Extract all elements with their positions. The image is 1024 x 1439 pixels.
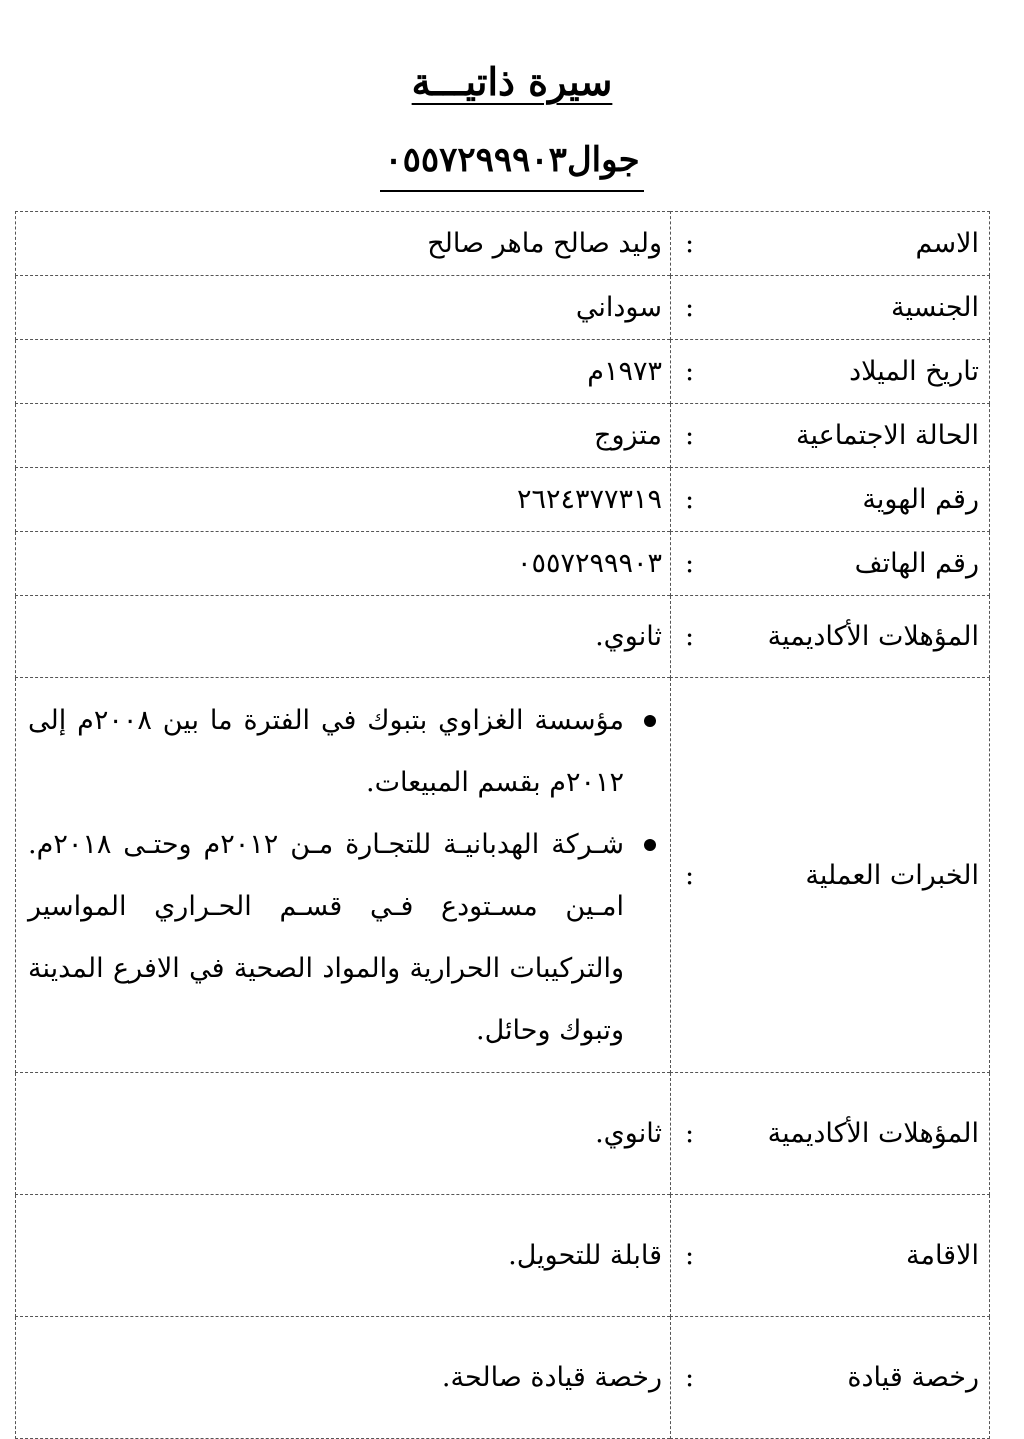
value-cell [16, 404, 671, 468]
colon: : [685, 548, 695, 579]
label-cell [671, 212, 990, 276]
row-nationality [16, 276, 990, 340]
row-value-residence: قابلة للتحويل. [508, 1240, 662, 1271]
mobile-header-underline [380, 132, 643, 192]
value-cell [16, 1317, 671, 1439]
experience-item [28, 814, 662, 1062]
colon: : [685, 292, 695, 323]
row-label-phone: رقم الهاتف [854, 548, 979, 579]
bullet-icon [644, 715, 656, 727]
colon: : [685, 859, 695, 891]
row-id-number [16, 468, 990, 532]
document-title [0, 52, 1024, 112]
mobile-header [0, 132, 1024, 192]
label-cell [671, 1195, 990, 1317]
bullet-icon [644, 839, 656, 851]
experience-item [28, 690, 662, 814]
mobile-label: جوال [566, 140, 640, 180]
label-cell [671, 596, 990, 678]
value-cell [16, 1195, 671, 1317]
experience-list [28, 678, 662, 1072]
row-name [16, 212, 990, 276]
row-experience [16, 678, 990, 1073]
colon: : [685, 228, 695, 259]
experience-item-text: مؤسسة الغزاوي بتبوك في الفترة ما بين ٢٠٠٨م إلى ٢٠١٢م بقسم المبيعات. [28, 705, 624, 798]
label-cell [671, 532, 990, 596]
value-cell [16, 212, 671, 276]
row-label-birthdate: تاريخ الميلاد [849, 356, 979, 387]
document-title-text: سيرة ذاتيـــة [411, 59, 613, 104]
row-label-residence: الاقامة [906, 1240, 979, 1271]
row-qualifications-2 [16, 1073, 990, 1195]
colon: : [685, 484, 695, 515]
row-label-nationality: الجنسية [890, 292, 979, 323]
row-value-marital-status: متزوج [594, 420, 662, 451]
row-value-qualifications: ثانوي. [595, 621, 662, 652]
row-residence [16, 1195, 990, 1317]
row-qualifications [16, 596, 990, 678]
row-value-qualifications-2: ثانوي. [595, 1118, 662, 1149]
row-value-birthdate: ١٩٧٣م [587, 356, 662, 387]
value-cell [16, 1073, 671, 1195]
row-phone [16, 532, 990, 596]
colon: : [685, 356, 695, 387]
colon: : [685, 1240, 695, 1271]
colon: : [685, 1118, 695, 1149]
row-value-driving-license: رخصة قيادة صالحة. [441, 1362, 662, 1393]
row-label-qualifications-2: المؤهلات الأكاديمية [767, 1118, 979, 1149]
label-cell [671, 1073, 990, 1195]
label-cell [671, 468, 990, 532]
row-label-driving-license: رخصة قيادة [847, 1362, 979, 1393]
row-label-name: الاسم [915, 228, 979, 259]
row-value-name: وليد صالح ماهر صالح [427, 228, 662, 259]
label-cell [671, 340, 990, 404]
row-label-id-number: رقم الهوية [862, 484, 979, 515]
row-value-nationality: سوداني [575, 292, 662, 323]
value-cell [16, 596, 671, 678]
value-cell [16, 532, 671, 596]
row-birthdate [16, 340, 990, 404]
cv-table [15, 211, 990, 1439]
colon: : [685, 621, 695, 652]
value-cell [16, 468, 671, 532]
value-cell [16, 276, 671, 340]
colon: : [685, 420, 695, 451]
row-value-id-number: ٢٦٢٤٣٧٧٣١٩ [516, 484, 662, 515]
mobile-number: ٠٥٥٧٢٩٩٩٠٣ [384, 140, 567, 180]
value-cell [16, 678, 671, 1073]
label-cell [671, 1317, 990, 1439]
experience-item-text: شـركة الهدبانيـة للتجـارة مـن ٢٠١٢م وحتـى ٢٠١٨م. امـين مسـتودع فـي قسـم الحـراري المواسير والتركيبات الحرارية والمواد الصحية في الافرع المدينة وتبوك وحائل. [28, 829, 624, 1046]
row-value-phone: ٠٥٥٧٢٩٩٩٠٣ [516, 548, 662, 579]
label-cell [671, 678, 990, 1073]
row-label-marital-status: الحالة الاجتماعية [796, 420, 979, 451]
value-cell [16, 340, 671, 404]
row-label-experience: الخبرات العملية [805, 859, 979, 891]
row-driving-license [16, 1317, 990, 1439]
row-marital-status [16, 404, 990, 468]
colon: : [685, 1362, 695, 1393]
label-cell [671, 404, 990, 468]
row-label-qualifications: المؤهلات الأكاديمية [767, 621, 979, 652]
label-cell [671, 276, 990, 340]
